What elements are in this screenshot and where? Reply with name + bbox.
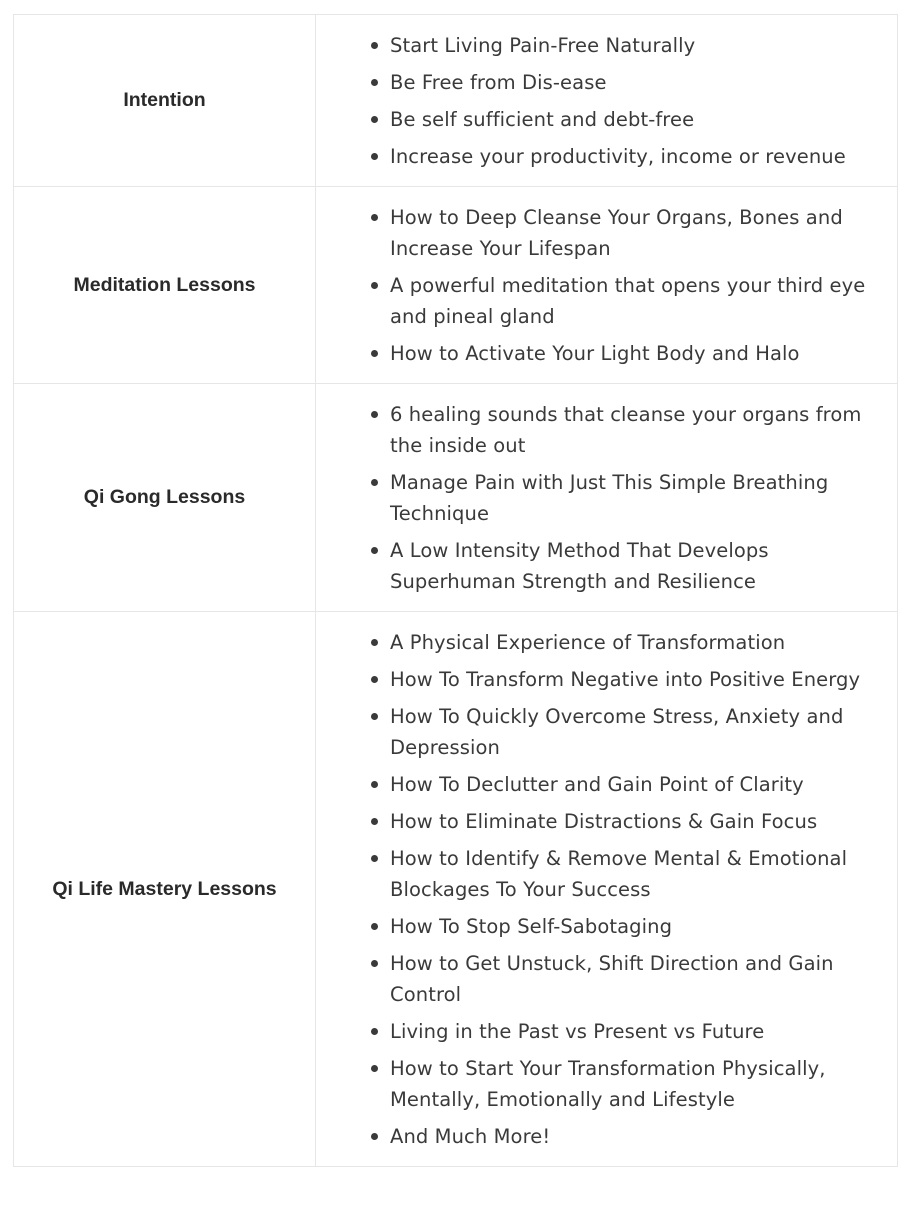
category-label: Intention — [123, 89, 206, 111]
list-item: Manage Pain with Just This Simple Breathing Technique — [390, 467, 887, 529]
list-item: A Physical Experience of Transformation — [390, 627, 887, 658]
items-cell — [316, 612, 898, 1167]
bullet-list — [316, 627, 887, 1152]
list-item: And Much More! — [390, 1121, 887, 1152]
bullet-list — [316, 30, 887, 172]
category-label: Qi Gong Lessons — [83, 486, 246, 508]
category-cell — [14, 15, 316, 187]
items-cell — [316, 187, 898, 384]
list-item: How to Activate Your Light Body and Halo — [390, 338, 887, 369]
list-item: How to Eliminate Distractions & Gain Focus — [390, 806, 887, 837]
category-cell — [14, 384, 316, 612]
bullet-list — [316, 399, 887, 597]
list-item: Start Living Pain-Free Naturally — [390, 30, 887, 61]
list-item: How To Stop Self-Sabotaging — [390, 911, 887, 942]
table-row — [14, 15, 898, 187]
list-item: A powerful meditation that opens your third eye and pineal gland — [390, 270, 887, 332]
table-row — [14, 187, 898, 384]
list-item: How To Quickly Overcome Stress, Anxiety and Depression — [390, 701, 887, 763]
list-item: A Low Intensity Method That Develops Superhuman Strength and Resilience — [390, 535, 887, 597]
items-cell — [316, 15, 898, 187]
category-cell — [14, 612, 316, 1167]
list-item: How To Declutter and Gain Point of Clarity — [390, 769, 887, 800]
items-cell — [316, 384, 898, 612]
list-item: How to Identify & Remove Mental & Emotional Blockages To Your Success — [390, 843, 887, 905]
list-item: Increase your productivity, income or revenue — [390, 141, 887, 172]
list-item: Living in the Past vs Present vs Future — [390, 1016, 887, 1047]
list-item: Be Free from Dis-ease — [390, 67, 887, 98]
lessons-table — [13, 14, 898, 1167]
bullet-list — [316, 202, 887, 369]
list-item: How To Transform Negative into Positive Energy — [390, 664, 887, 695]
table-row — [14, 384, 898, 612]
list-item: 6 healing sounds that cleanse your organs from the inside out — [390, 399, 887, 461]
list-item: How to Start Your Transformation Physically, Mentally, Emotionally and Lifestyle — [390, 1053, 887, 1115]
list-item: How to Deep Cleanse Your Organs, Bones and Increase Your Lifespan — [390, 202, 887, 264]
category-cell — [14, 187, 316, 384]
category-label: Qi Life Mastery Lessons — [52, 877, 277, 900]
category-label: Meditation Lessons — [73, 273, 256, 296]
list-item: How to Get Unstuck, Shift Direction and Gain Control — [390, 948, 887, 1010]
table-row — [14, 612, 898, 1167]
list-item: Be self sufficient and debt-free — [390, 104, 887, 135]
